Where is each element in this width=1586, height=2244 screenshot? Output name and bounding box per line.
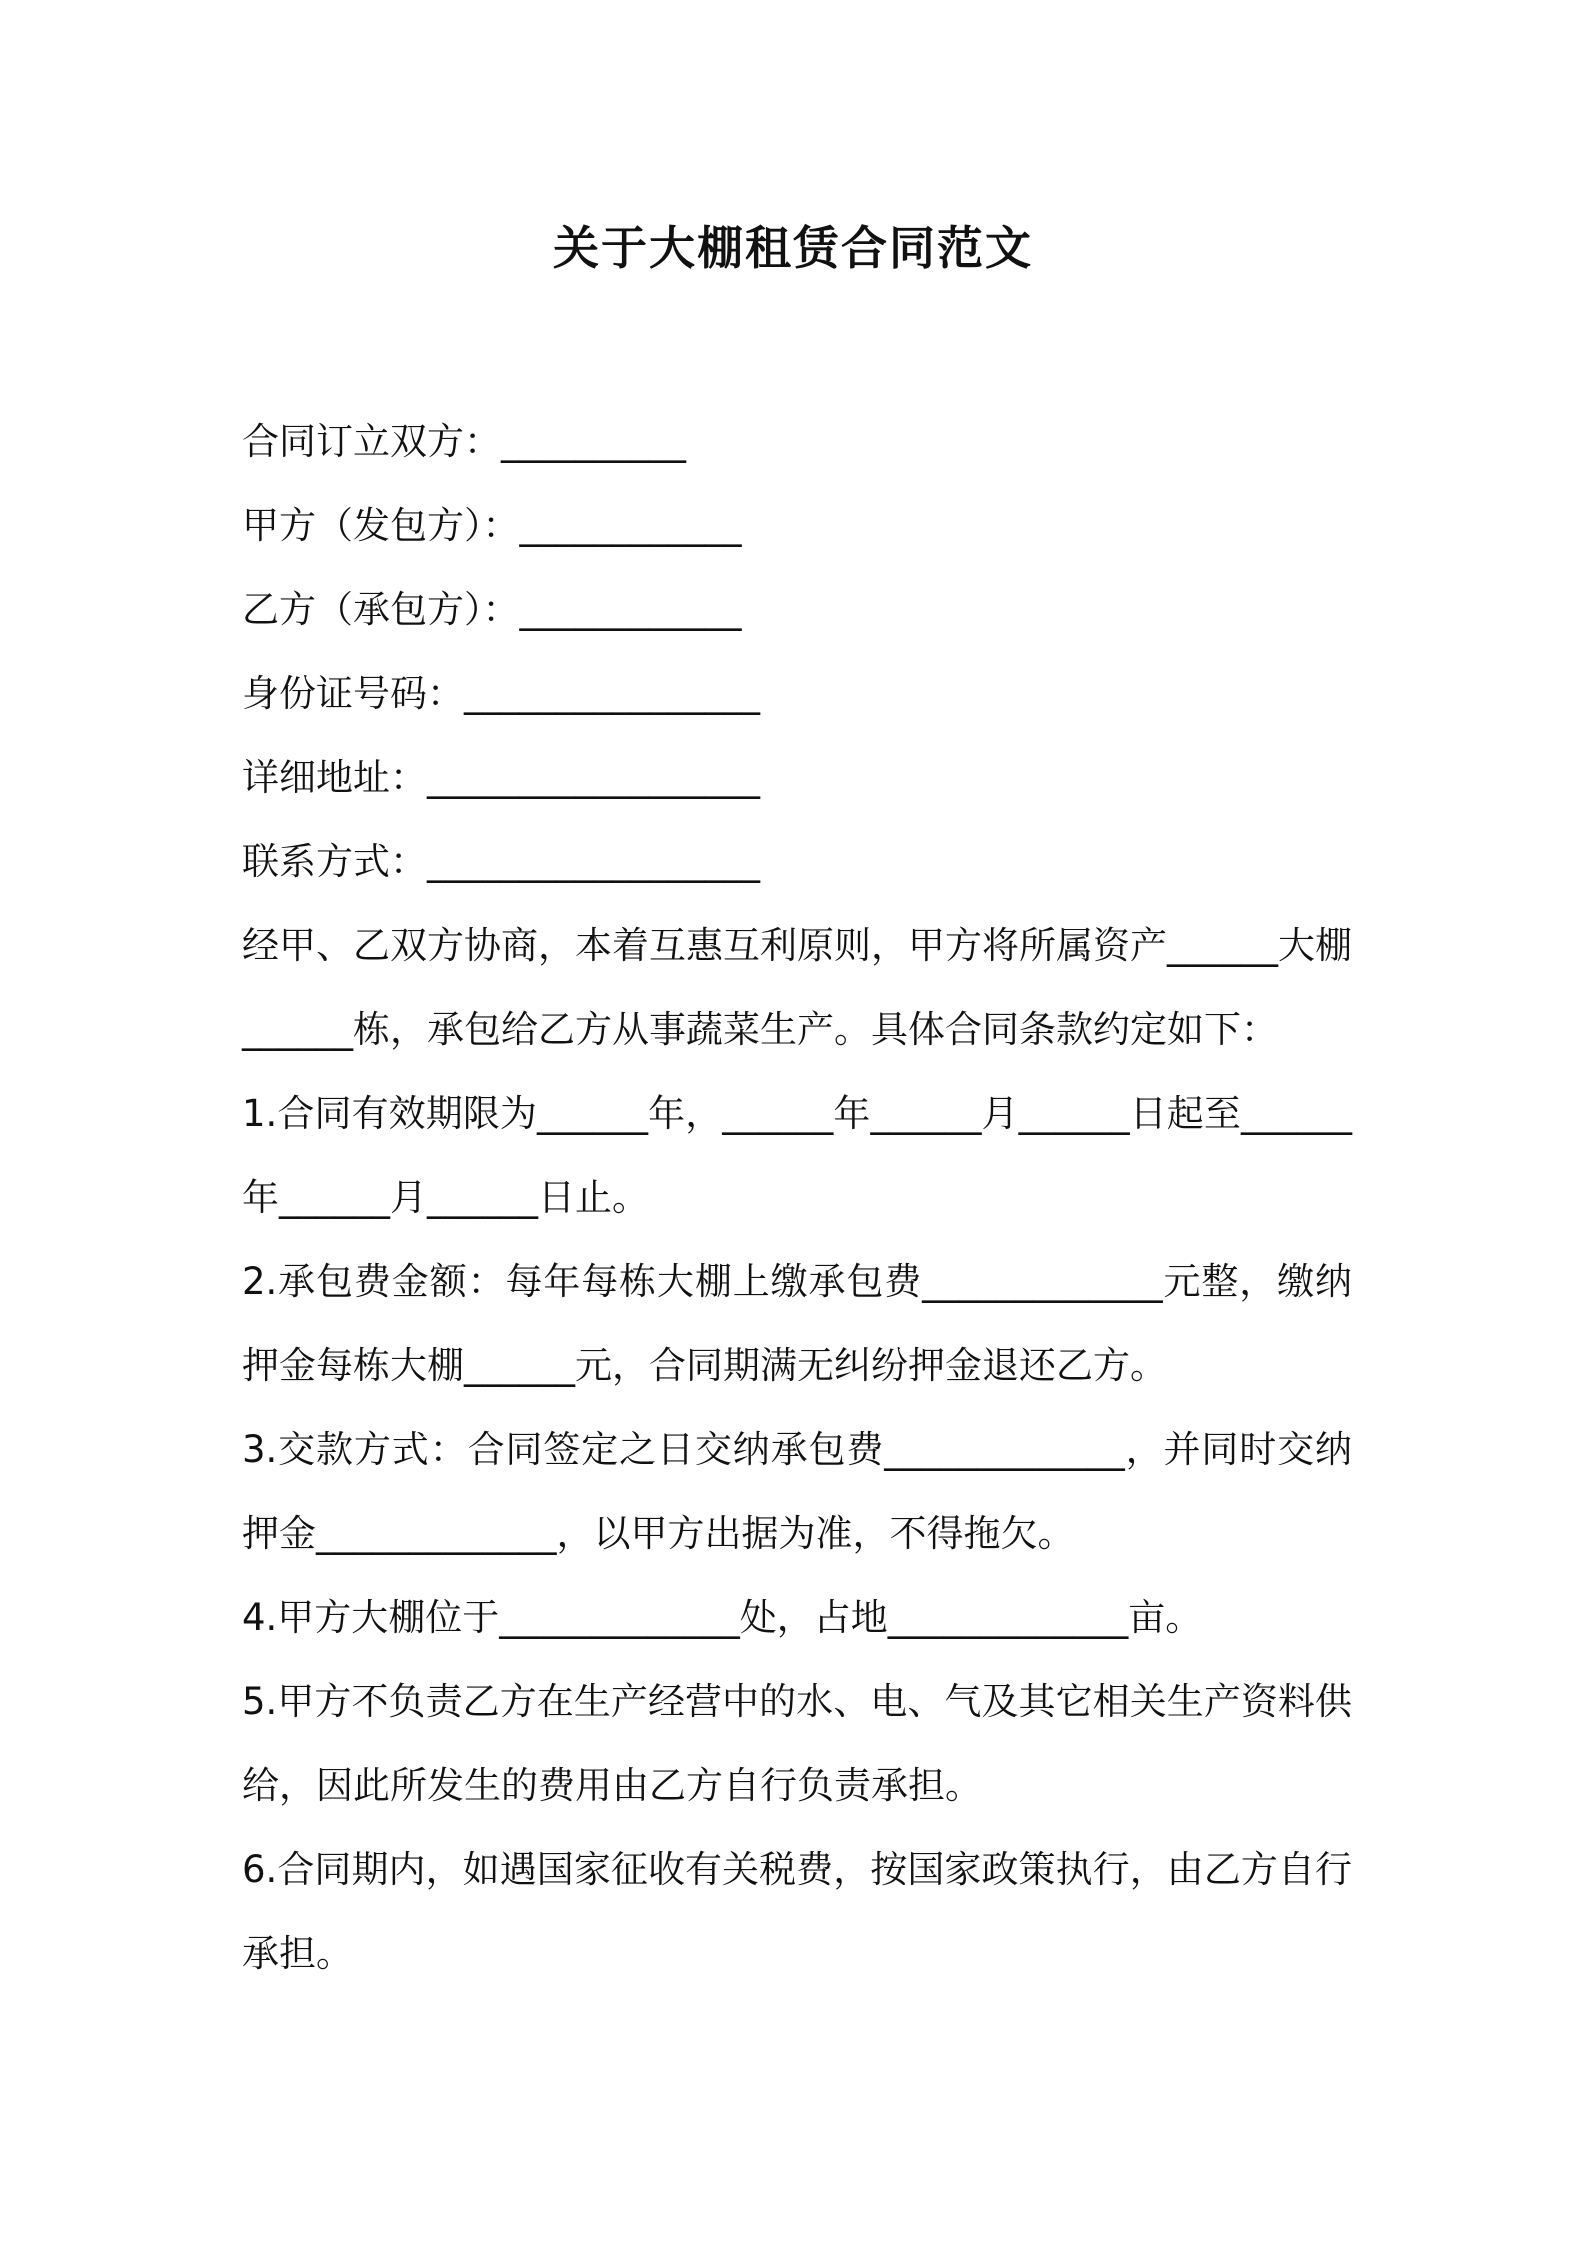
paragraph-intro: 经甲、乙双方协商，本着互惠互利原则，甲方将所属资产______大棚______栋，承包给乙方从事蔬菜生产。具体合同条款约定如下： [242,924,1352,1051]
document-body [242,400,1352,1996]
field-contract-parties: 合同订立双方：__________ [242,420,686,463]
field-address: 详细地址：__________________ [242,756,760,799]
clause-3-payment: 3.交款方式：合同签定之日交纳承包费_____________，并同时交纳押金_____________，以甲方出据为准，不得拖欠。 [242,1428,1352,1555]
clause-1-term: 1.合同有效期限为______年，______年______月______日起至______年______月______日止。 [242,1092,1352,1219]
clause-4-location: 4.甲方大棚位于_____________处，占地_____________亩。 [242,1596,1203,1639]
clause-6-taxes: 6.合同期内，如遇国家征收有关税费，按国家政策执行，由乙方自行承担。 [242,1848,1352,1975]
field-id-number: 身份证号码：________________ [242,672,760,715]
field-party-a: 甲方（发包方）：____________ [242,504,742,547]
document-title: 关于大棚租赁合同范文 [553,221,1033,275]
clause-5-utilities: 5.甲方不负责乙方在生产经营中的水、电、气及其它相关生产资料供给，因此所发生的费用由乙方自行负责承担。 [242,1680,1352,1807]
field-contact: 联系方式：__________________ [242,840,760,883]
field-party-b: 乙方（承包方）：____________ [242,588,742,631]
clause-2-fee: 2.承包费金额：每年每栋大棚上缴承包费_____________元整，缴纳押金每栋大棚______元，合同期满无纠纷押金退还乙方。 [242,1260,1352,1387]
